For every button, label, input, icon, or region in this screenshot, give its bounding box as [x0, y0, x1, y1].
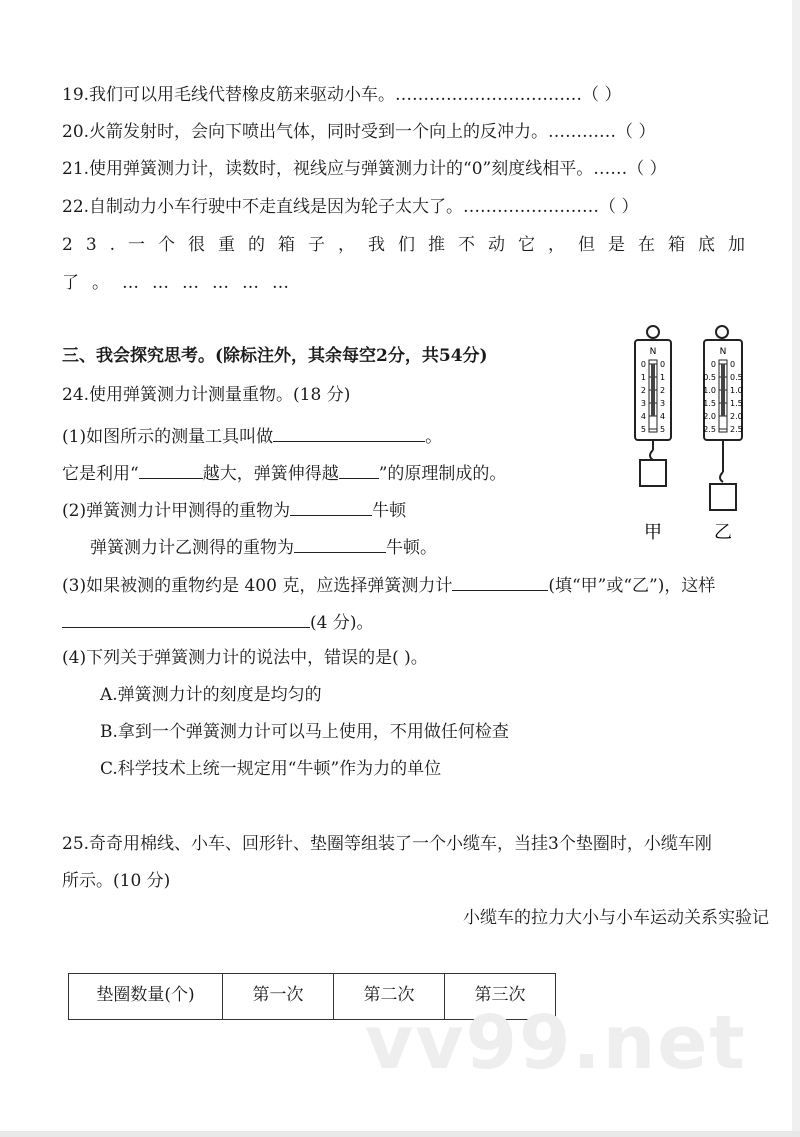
question-23-line1: 23.一个很重的箱子，我们推不动它，但是在箱底加: [62, 235, 759, 255]
question-23-line2: 了。………………: [62, 273, 302, 293]
q24-part2-jia-unit: 牛顿: [372, 501, 407, 521]
q24-option-a: A.弹簧测力计的刻度是均匀的: [100, 685, 322, 705]
q24-part1-line1: [62, 423, 442, 448]
question-25-line2: 所示。(10 分): [62, 871, 171, 891]
scale-tick-label: 1.5: [730, 399, 743, 408]
scale-tick-label: 4: [640, 412, 646, 421]
q24-option-b: B.拿到一个弹簧测力计可以马上使用，不用做任何检查: [100, 722, 509, 742]
question-19: 19.我们可以用毛线代替橡皮筋来驱动小车。……………………………（ ）: [62, 85, 622, 105]
scale-tick-label: 0: [730, 360, 736, 369]
question-21: 21.使用弹簧测力计，读数时，视线应与弹簧测力计的“0”刻度线相平。……（ ）: [62, 159, 667, 179]
answer-blank-principle-1[interactable]: [139, 460, 203, 479]
scale-tick-label: 0.5: [703, 373, 716, 382]
weight-box-jia: [640, 460, 666, 486]
spring-indicator: [721, 364, 725, 416]
scale-tick-label: 0.5: [730, 373, 743, 382]
scale-tick-label: 5: [640, 425, 646, 434]
scale-tick-label: 2: [660, 386, 666, 395]
q24-part1-period: 。: [425, 427, 443, 447]
scale-tick-label: 0: [710, 360, 716, 369]
q24-principle-end: ”的原理制成的。: [378, 464, 507, 484]
q24-part3-score: (4 分)。: [310, 613, 374, 633]
scale-tick-label: 1.5: [703, 399, 716, 408]
q24-part3-line2: [62, 609, 373, 634]
scale-tick-label: 1.0: [730, 386, 743, 395]
q24-part3-hint: (填“甲”或“乙”)，这样: [548, 576, 716, 596]
scale-tick-label: 3: [660, 399, 666, 408]
answer-blank-choose-scale[interactable]: [452, 572, 548, 591]
q24-part4: (4)下列关于弹簧测力计的说法中，错误的是( )。: [62, 648, 428, 668]
q24-part2-jia-text: (2)弹簧测力计甲测得的重物为: [62, 501, 291, 521]
q24-part2-yi-unit: 牛顿。: [386, 538, 437, 558]
page-right-edge: [792, 0, 800, 1137]
page-bottom-edge: [0, 1131, 800, 1137]
table-header-cell: 第二次: [334, 974, 445, 1020]
scale-tick-label: 1: [640, 373, 646, 382]
scale-tick-label: 0: [660, 360, 666, 369]
q24-part2-yi-text: 弹簧测力计乙测得的重物为: [90, 538, 294, 558]
question-22: 22.自制动力小车行驶中不走直线是因为轮子太大了。……………………（ ）: [62, 197, 639, 217]
hook-icon: [650, 450, 653, 460]
table-header-cell: 垫圈数量(个): [69, 974, 223, 1020]
answer-blank-principle-2[interactable]: [339, 460, 379, 479]
scale-tick-label: 0: [640, 360, 646, 369]
spring-scale-yi: [703, 326, 742, 543]
label-yi: 乙: [714, 522, 732, 543]
record-table-title: 小缆车的拉力大小与小车运动关系实验记: [463, 908, 769, 928]
question-24-title: 24.使用弹簧测力计测量重物。(18 分): [62, 385, 351, 405]
question-20: 20.火箭发射时，会向下喷出气体，同时受到一个向上的反冲力。…………（ ）: [62, 122, 656, 142]
scale-tick-label: 2.0: [730, 412, 743, 421]
table-header-cell: 第三次: [445, 974, 556, 1020]
q24-part2-line1: [62, 497, 406, 522]
table-header-cell: 第一次: [223, 974, 334, 1020]
answer-blank-reason[interactable]: [62, 609, 310, 628]
hook-ring-icon: [716, 326, 728, 338]
q24-principle-mid: 越大，弹簧伸得越: [202, 464, 339, 484]
scale-tick-label: 1: [660, 373, 666, 382]
q24-principle-start: 它是利用“: [62, 464, 139, 484]
scale-tick-label: 3: [640, 399, 646, 408]
scale-tick-label: 2: [640, 386, 646, 395]
weight-box-yi: [710, 484, 736, 510]
answer-blank-tool-name[interactable]: [273, 423, 425, 442]
scale-tick-label: 5: [660, 425, 666, 434]
q24-part3-line1: [62, 572, 715, 597]
spring-scale-jia: [635, 326, 671, 543]
hook-ring-icon: [647, 326, 659, 338]
scale-tick-label: 4: [660, 412, 666, 421]
q24-part3-text: (3)如果被测的重物约是 400 克，应选择弹簧测力计: [62, 576, 453, 596]
scale-tick-label: 2.5: [703, 425, 716, 434]
q24-part1-line2: [62, 460, 506, 485]
spring-indicator: [651, 364, 655, 416]
answer-blank-jia-weight[interactable]: [290, 497, 372, 516]
label-jia: 甲: [644, 522, 662, 543]
watermark: vv99.net: [365, 1000, 747, 1086]
answer-blank-yi-weight[interactable]: [294, 534, 386, 553]
q24-part1-text: (1)如图所示的测量工具叫做: [62, 427, 274, 447]
section-3-heading: 三、我会探究思考。(除标注外，其余每空2分，共54分): [62, 346, 488, 366]
question-25-line1: 25.奇奇用棉线、小车、回形针、垫圈等组装了一个小缆车，当挂3个垫圈时，小缆车刚: [62, 834, 712, 854]
scale-tick-label: 2.5: [730, 425, 743, 434]
scale-tick-label: 2.0: [703, 412, 716, 421]
spring-scale-figure: [618, 322, 758, 552]
scale-tick-label: 1.0: [703, 386, 716, 395]
scale-unit-letter: N: [649, 347, 657, 357]
scale-unit-letter: N: [719, 347, 727, 357]
q24-part2-line2: [90, 534, 437, 559]
hook-icon: [720, 472, 723, 482]
q24-option-c: C.科学技术上统一规定用“牛顿”作为力的单位: [100, 759, 442, 779]
